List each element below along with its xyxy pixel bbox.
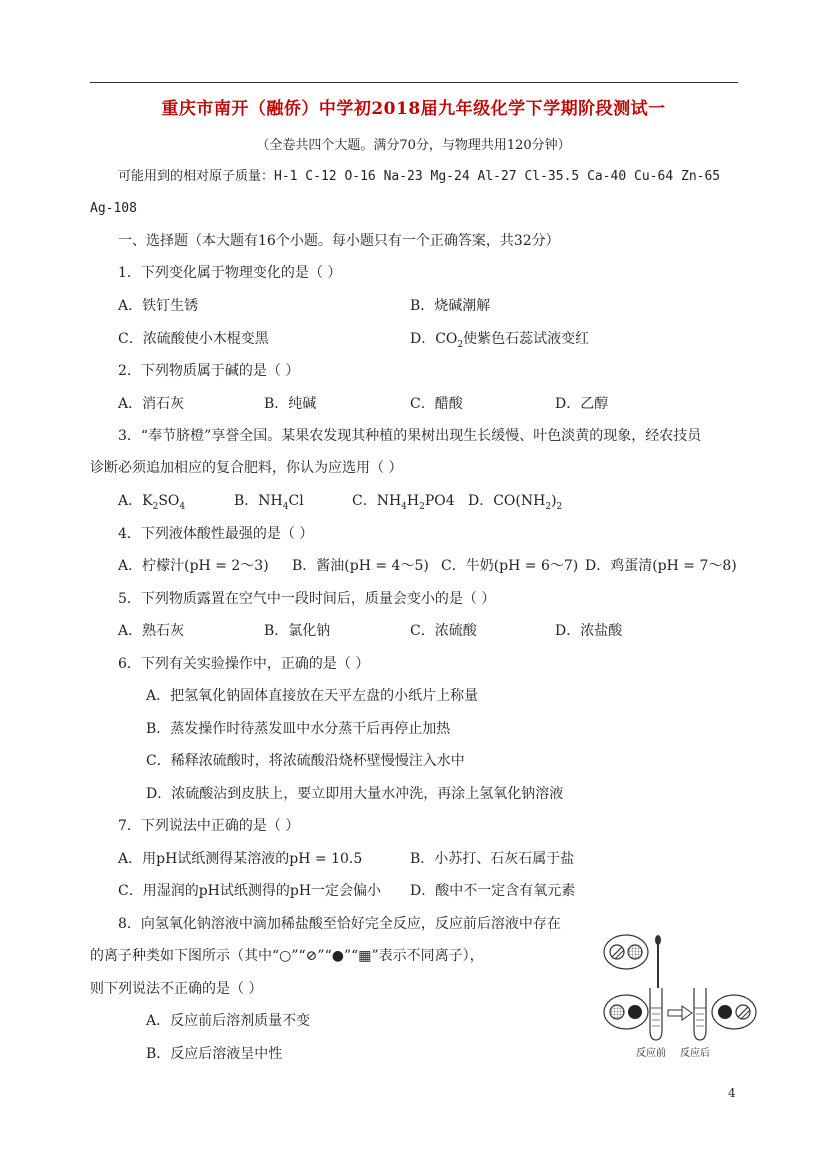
question-4-stem: 4．下列液体酸性最强的是（ ） (118, 526, 314, 542)
test-tube-after (694, 988, 706, 1040)
question-2-option-a: A．消石灰 (118, 396, 185, 412)
question-3-stem-line1: 3．“奉节脐橙”享誉全国。某果农发现其种植的果树出现生长缓慢、叶色淡黄的现象，经农技员 (118, 428, 702, 444)
test-tube-before (650, 988, 662, 1040)
ion-reaction-figure (596, 930, 776, 1060)
added-ions-bubble (604, 935, 648, 969)
question-7-option-a: A．用pH试纸测得某溶液的pH = 10.5 (118, 851, 363, 867)
question-2-option-b: B．纯碱 (264, 396, 317, 412)
before-ions-bubble (604, 995, 648, 1029)
question-3-option-c: C．$NH_4H_2PO4$ (352, 493, 455, 512)
after-ions-bubble (712, 995, 756, 1029)
section-heading: 一、选择题（本大题有16个小题。每小题只有一个正确答案，共32分） (118, 233, 560, 249)
question-3-option-b: B．$NH_4Cl$ (234, 493, 304, 512)
question-6-option-b: B．蒸发操作时待蒸发皿中水分蒸干后再停止加热 (146, 721, 451, 737)
question-5-option-a: A．熟石灰 (118, 623, 185, 639)
reaction-arrow-icon (668, 1006, 692, 1020)
question-7-option-d: D．酸中不一定含有氧元素 (410, 883, 576, 899)
question-5-stem: 5．下列物质露置在空气中一段时间后，质量会变小的是（ ） (118, 591, 496, 607)
question-1-stem: 1．下列变化属于物理变化的是（ ） (118, 265, 342, 281)
atomic-masses-line1: 可能用到的相对原子质量：H-1 C-12 O-16 Na-23 Mg-24 Al-27 Cl-35.5 Ca-40 Cu-64 Zn-65 (118, 169, 721, 184)
figure-label-before: 反应前 (636, 1048, 666, 1059)
question-3-stem-line2: 诊断必须追加相应的复合肥料，你认为应选用（ ） (90, 460, 403, 476)
figure-label-after: 反应后 (680, 1048, 710, 1059)
question-5-option-b: B．氯化钠 (264, 623, 331, 639)
question-3-option-d: D．$CO(NH_2)_2$ (468, 493, 563, 512)
question-3-option-a: A．$K_2SO_4$ (118, 493, 186, 512)
question-2-option-d: D．乙醇 (555, 396, 609, 412)
question-1-option-a: A．铁钉生锈 (118, 298, 199, 314)
question-1-option-d: D．$CO_2$使紫色石蕊试液变红 (410, 331, 590, 350)
question-7-option-c: C．用湿润的pH试纸测得的pH一定会偏小 (118, 883, 382, 899)
header-rule (90, 82, 738, 83)
question-4-option-b: B．酱油(pH = 4～5) (292, 558, 429, 574)
question-2-option-c: C．醋酸 (410, 396, 463, 412)
question-4-option-a: A．柠檬汁(pH = 2～3) (118, 558, 269, 574)
question-1-option-b: B．烧碱潮解 (410, 298, 491, 314)
question-8-option-a: A．反应前后溶剂质量不变 (146, 1013, 311, 1029)
question-7-option-b: B．小苏打、石灰石属于盐 (410, 851, 575, 867)
question-5-option-c: C．浓硫酸 (410, 623, 477, 639)
question-6-option-a: A．把氢氧化钠固体直接放在天平左盘的小纸片上称量 (146, 688, 479, 704)
question-6-stem: 6．下列有关实验操作中，正确的是（ ） (118, 656, 370, 672)
question-2-stem: 2．下列物质属于碱的是（ ） (118, 363, 300, 379)
atomic-masses-line2: Ag-108 (90, 201, 137, 216)
page-subtitle: （全卷共四个大题。满分70分，与物理共用120分钟） (256, 138, 571, 153)
question-8-option-b: B．反应后溶液呈中性 (146, 1046, 283, 1062)
question-8-stem-line1: 8．向氢氧化钠溶液中滴加稀盐酸至恰好完全反应，反应前后溶液中存在 (118, 916, 561, 932)
question-6-option-d: D．浓硫酸沾到皮肤上，要立即用大量水冲洗，再涂上氢氧化钠溶液 (146, 786, 564, 802)
question-5-option-d: D．浓盐酸 (555, 623, 623, 639)
page-number: 4 (728, 1086, 736, 1100)
question-8-stem-line3: 则下列说法不正确的是（ ） (90, 981, 263, 997)
question-6-option-c: C．稀释浓硫酸时，将浓硫酸沿烧杯壁慢慢注入水中 (146, 753, 465, 769)
question-8-stem-line2: 的离子种类如下图所示（其中“○”“⊘”“●”“▦”表示不同离子）， (90, 948, 484, 964)
dropper-icon (655, 935, 661, 990)
page-title: 重庆市南开（融侨）中学初2018届九年级化学下学期阶段测试一 (161, 99, 666, 119)
question-4-option-d: D．鸡蛋清(pH = 7～8) (585, 558, 737, 574)
question-1-option-c: C．浓硫酸使小木棍变黑 (118, 331, 269, 347)
question-7-stem: 7．下列说法中正确的是（ ） (118, 818, 300, 834)
question-4-option-c: C．牛奶(pH = 6～7) (441, 558, 579, 574)
